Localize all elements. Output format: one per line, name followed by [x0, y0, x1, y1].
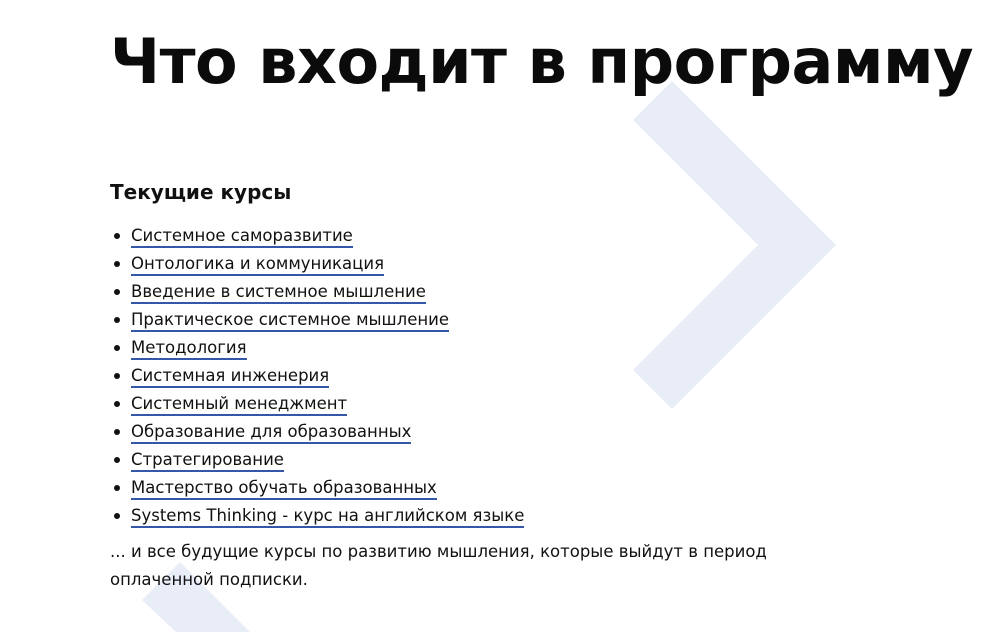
page-title: Что входит в программу: [110, 25, 974, 98]
bullet-dot-icon: [114, 429, 120, 435]
bullet-dot-icon: [114, 345, 120, 351]
course-link-systems-engineering[interactable]: Системная инженерия: [131, 366, 329, 388]
course-link-system-self-development[interactable]: Системное саморазвитие: [131, 226, 353, 248]
bullet-dot-icon: [114, 233, 120, 239]
course-link-strategizing[interactable]: Стратегирование: [131, 450, 284, 472]
course-link-mastery-teaching[interactable]: Мастерство обучать образованных: [131, 478, 437, 500]
chevron-right-icon: [633, 81, 836, 409]
course-link-ontologics[interactable]: Онтологика и коммуникация: [131, 254, 384, 276]
courses-heading: Текущие курсы: [110, 180, 292, 204]
course-link-practical-systems-thinking[interactable]: Практическое системное мышление: [131, 310, 449, 332]
future-courses-note: ... и все будущие курсы по развитию мышления, которые выйдут в период оплаченной подписки.: [110, 542, 767, 589]
bullet-dot-icon: [114, 485, 120, 491]
bullet-dot-icon: [114, 401, 120, 407]
course-link-systems-thinking-english[interactable]: Systems Thinking - курс на английском языке: [131, 506, 524, 528]
course-link-methodology[interactable]: Методология: [131, 338, 247, 360]
list-item: [110, 334, 524, 362]
list-item: [110, 278, 524, 306]
course-link-education-for-educated[interactable]: Образование для образованных: [131, 422, 411, 444]
course-link-systems-management[interactable]: Системный менеджмент: [131, 394, 347, 416]
list-item: [110, 446, 524, 474]
list-item: [110, 306, 524, 334]
bullet-dot-icon: [114, 289, 120, 295]
list-item: [110, 222, 524, 250]
list-item: [110, 418, 524, 446]
course-link-intro-systems-thinking[interactable]: Введение в системное мышление: [131, 282, 426, 304]
bullet-dot-icon: [114, 457, 120, 463]
list-item: [110, 362, 524, 390]
list-item: [110, 502, 524, 530]
list-item: [110, 250, 524, 278]
bullet-dot-icon: [114, 513, 120, 519]
list-item: [110, 390, 524, 418]
list-item: [110, 474, 524, 502]
bullet-dot-icon: [114, 261, 120, 267]
bullet-dot-icon: [114, 373, 120, 379]
bullet-dot-icon: [114, 317, 120, 323]
courses-list: [110, 222, 524, 530]
